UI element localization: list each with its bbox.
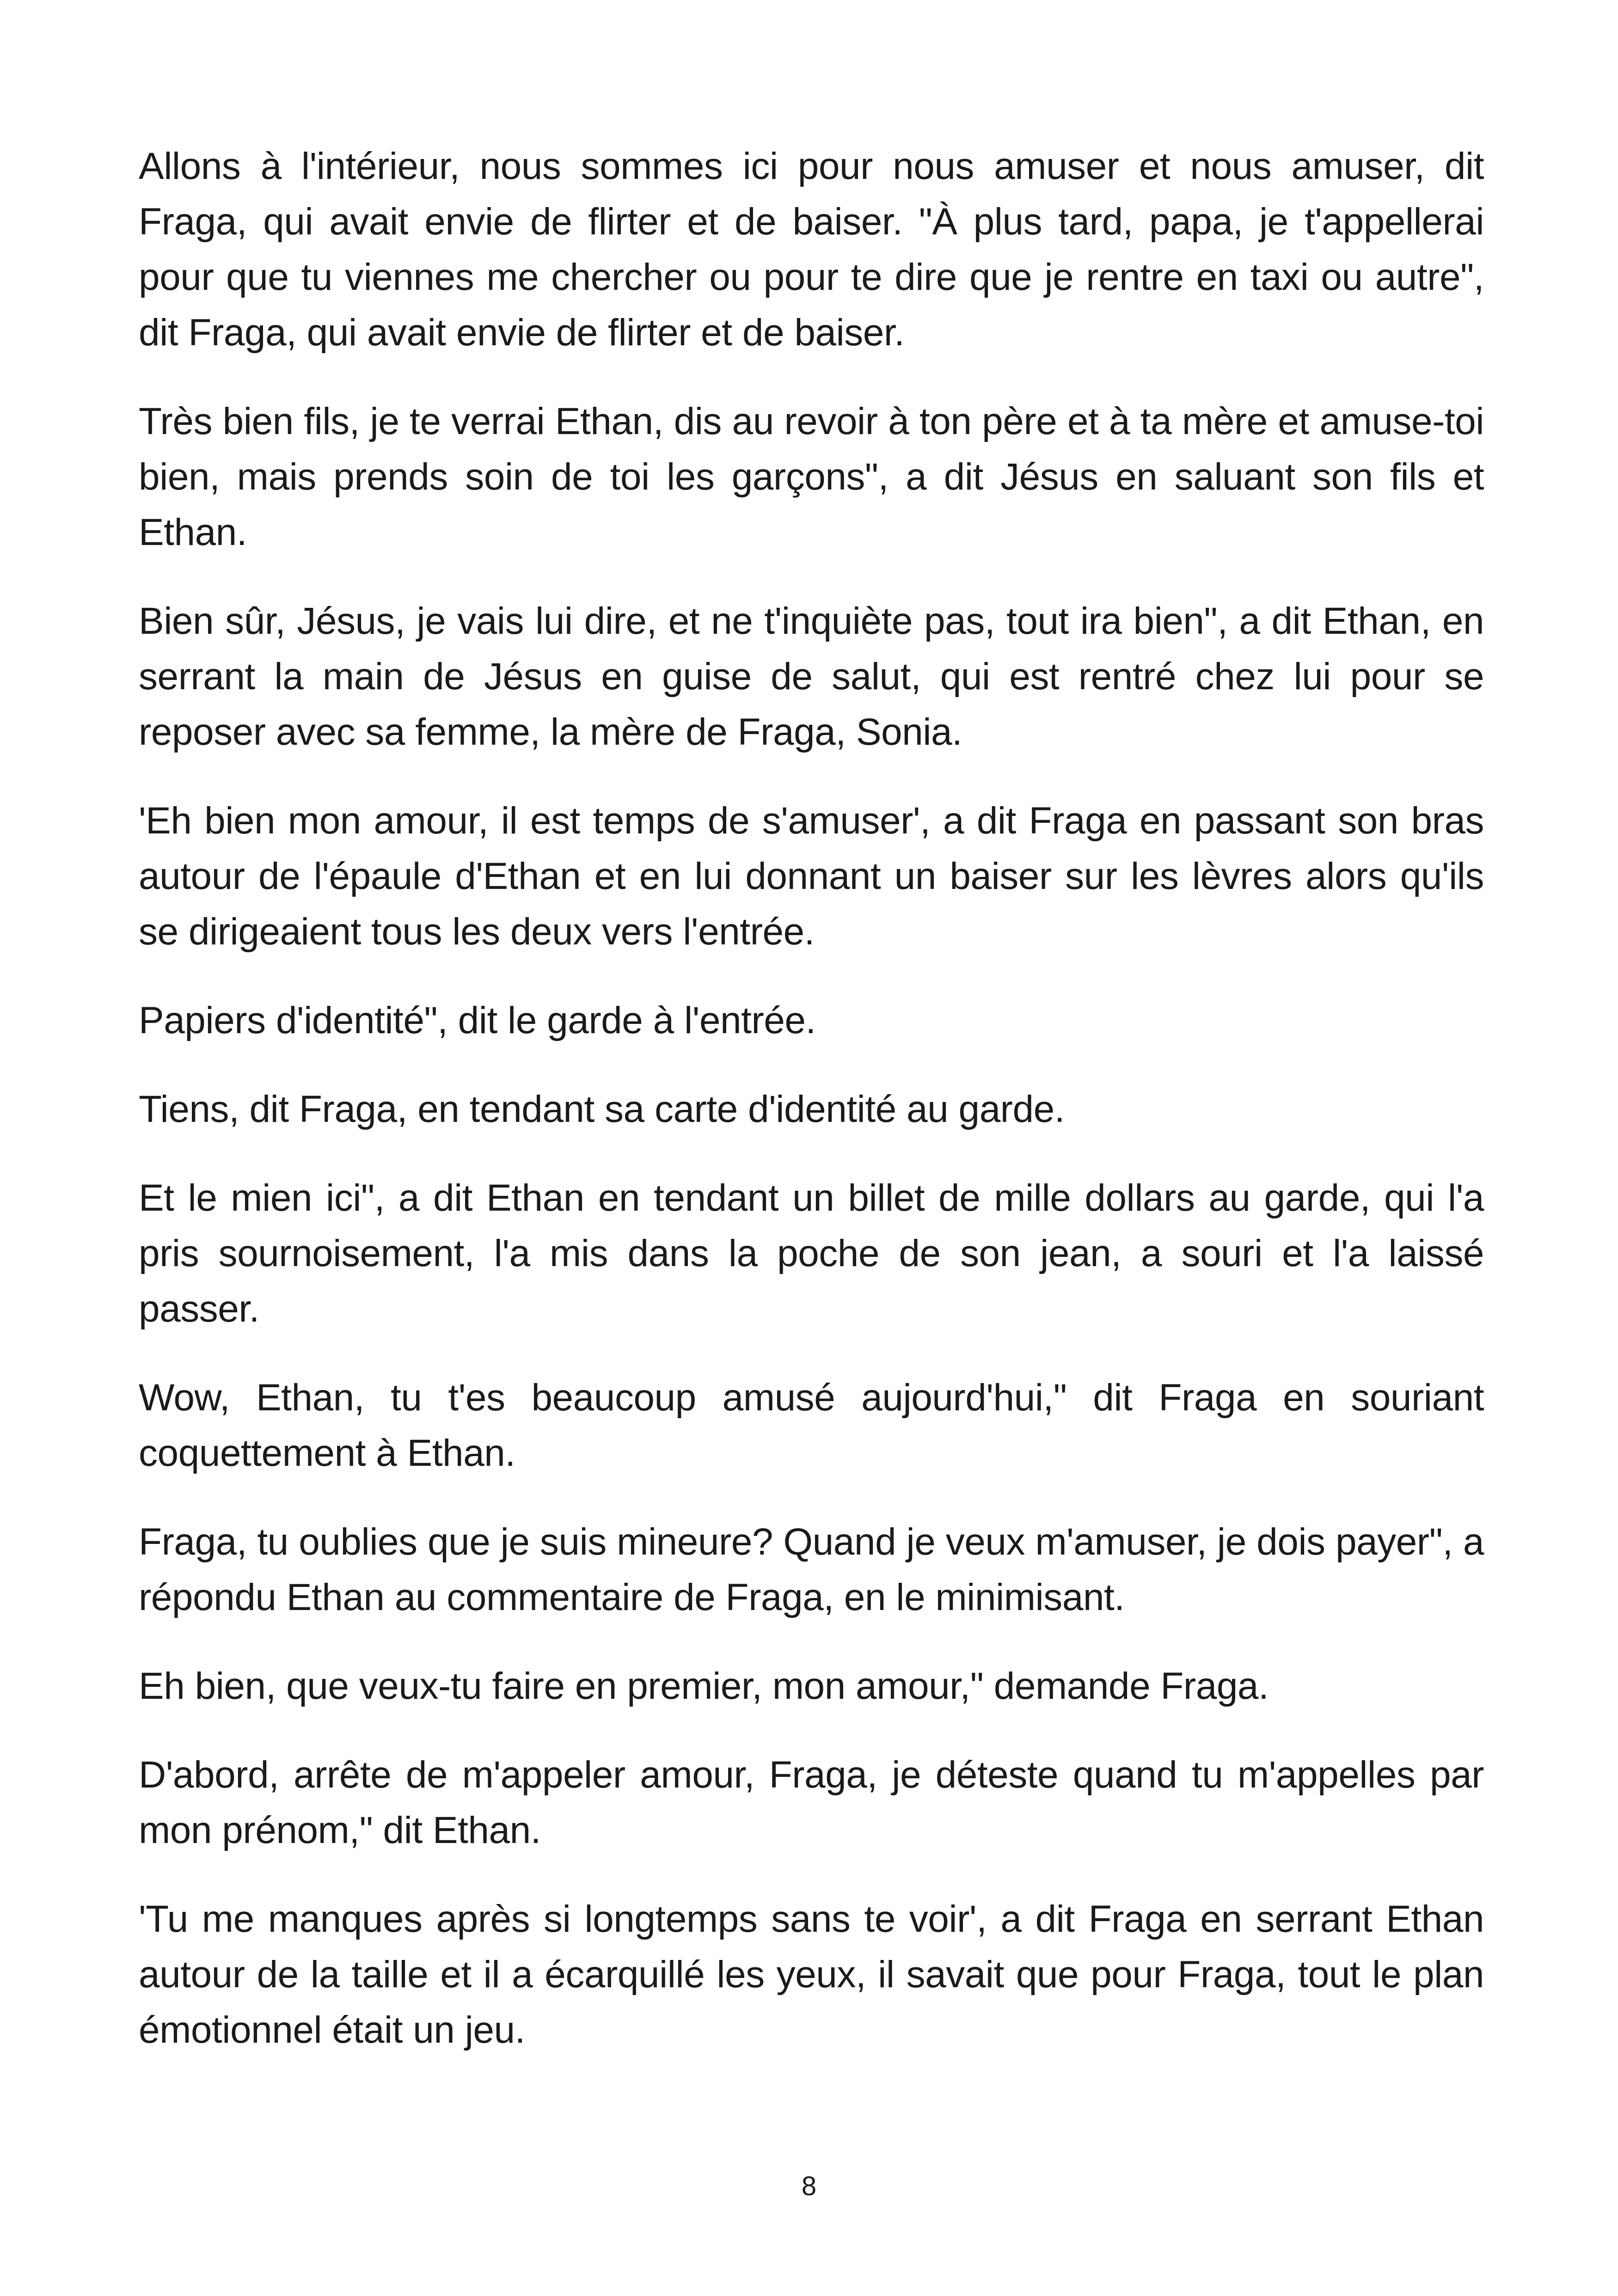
paragraph: Allons à l'intérieur, nous sommes ici pour nous amuser et nous amuser, dit Fraga, qui avait envie de flirter et de baiser. "À plus tard, papa, je t'appellerai pour que tu viennes me chercher ou pour te dire que je rentre en taxi ou autre", dit Fraga, qui avait envie de flirter et de baiser. — [139, 145, 1484, 354]
paragraph: D'abord, arrête de m'appeler amour, Fraga, je déteste quand tu m'appelles par mon prénom," dit Ethan. — [139, 1754, 1484, 1851]
paragraph: Tiens, dit Fraga, en tendant sa carte d'identité au garde. — [139, 1088, 1065, 1130]
paragraph: 'Tu me manques après si longtemps sans te voir', a dit Fraga en serrant Ethan autour de la taille et il a écarquillé les yeux, il savait que pour Fraga, tout le plan émotionnel était un jeu. — [139, 1898, 1484, 2051]
paragraph: 'Eh bien mon amour, il est temps de s'amuser', a dit Fraga en passant son bras autour de l'épaule d'Ethan et en lui donnant un baiser sur les lèvres alors qu'ils se dirigeaient tous les deux vers l'entrée. — [139, 800, 1484, 953]
paragraph: Fraga, tu oublies que je suis mineure? Quand je veux m'amuser, je dois payer", a répondu Ethan au commentaire de Fraga, en le minimisant. — [139, 1521, 1484, 1618]
paragraph: Eh bien, que veux-tu faire en premier, mon amour," demande Fraga. — [139, 1665, 1269, 1707]
paragraph: Et le mien ici", a dit Ethan en tendant un billet de mille dollars au garde, qui l'a pris sournoisement, l'a mis dans la poche de son jean, a souri et l'a laissé passer. — [139, 1177, 1484, 1330]
page-number: 8 — [801, 2171, 817, 2201]
body-text — [139, 139, 1484, 2091]
paragraph: Bien sûr, Jésus, je vais lui dire, et ne t'inquiète pas, tout ira bien", a dit Ethan, en serrant la main de Jésus en guise de salut, qui est rentré chez lui pour se reposer avec sa femme, la mère de Fraga, Sonia. — [139, 600, 1484, 753]
paragraph: Papiers d'identité", dit le garde à l'entrée. — [139, 999, 816, 1041]
paragraph: Très bien fils, je te verrai Ethan, dis au revoir à ton père et à ta mère et amuse-toi bien, mais prends soin de toi les garçons", a dit Jésus en saluant son fils et Ethan. — [139, 400, 1484, 553]
paragraph: Wow, Ethan, tu t'es beaucoup amusé aujourd'hui," dit Fraga en souriant coquettement à Ethan. — [139, 1377, 1484, 1474]
